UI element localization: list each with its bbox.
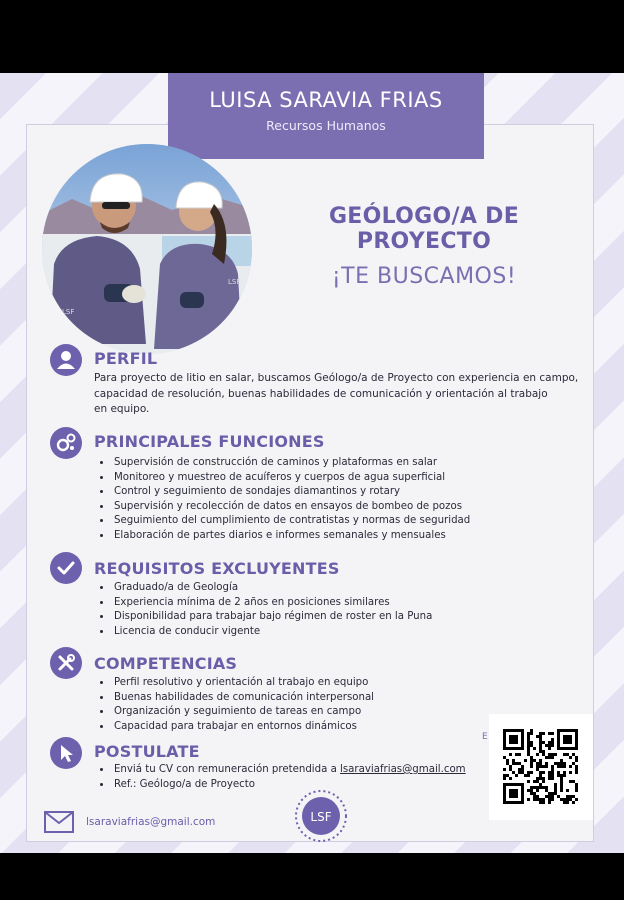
- requisitos-title: REQUISITOS EXCLUYENTES: [94, 559, 340, 578]
- list-item: • Experiencia mínima de 2 años en posiciones similares: [112, 596, 432, 611]
- list-item: • Graduado/a de Geología: [112, 581, 432, 596]
- competencias-title: COMPETENCIAS: [94, 654, 238, 673]
- perfil-line: Para proyecto de litio en salar, buscamos Geólogo/a de Proyecto con experiencia en campo,: [94, 372, 579, 384]
- postulate-instruction: Enviá tu CV con remuneración pretendida a: [114, 764, 341, 775]
- competencias-list: [98, 676, 374, 734]
- recruiter-header: [168, 73, 484, 159]
- list-item: • Licencia de conducir vigente: [112, 625, 432, 640]
- funciones-list: [98, 456, 470, 544]
- list-item: • Elaboración de partes diarios e informes semanales y mensuales: [112, 529, 470, 544]
- perfil-text: [94, 371, 578, 418]
- list-item: • Control y seguimiento de sondajes diamantinos y rotary: [112, 485, 470, 500]
- tools-icon: [50, 647, 82, 679]
- qr-code[interactable]: [489, 714, 593, 820]
- photo-badge-right: LSF: [228, 278, 241, 286]
- list-item: • Supervisión de construcción de caminos y plataformas en salar: [112, 456, 470, 471]
- perfil-title: PERFIL: [94, 349, 158, 368]
- postulate-list: [98, 763, 466, 792]
- list-item: • Buenas habilidades de comunicación interpersonal: [112, 691, 374, 706]
- list-item: • Disponibilidad para trabajar bajo régimen de roster en la Puna: [112, 610, 432, 625]
- photo-badge-left: LSF: [62, 308, 75, 316]
- list-item: • Supervisión y recolección de datos en ensayos de bombeo de pozos: [112, 500, 470, 515]
- list-item: • Capacidad para trabajar en entornos dinámicos: [112, 720, 374, 735]
- gears-icon: [50, 427, 82, 459]
- postulate-email-link[interactable]: lsaraviafrias@gmail.com: [340, 764, 466, 775]
- job-poster: [0, 73, 624, 853]
- qr-side-letter: E: [482, 732, 488, 742]
- job-title: GEÓLOGO/A DE PROYECTO: [328, 204, 520, 254]
- recruiter-name: LUISA SARAVIA FRIAS: [209, 88, 443, 112]
- list-item: • Monitoreo y muestreo de acuíferos y cuerpos de agua superficial: [112, 471, 470, 486]
- list-item: • Ref.: Geólogo/a de Proyecto: [112, 778, 466, 793]
- perfil-line: capacidad de resolución, buenas habilidades de comunicación y orientación al trabajo: [94, 387, 548, 400]
- logo-text: LSF: [310, 810, 332, 824]
- cursor-icon: [50, 737, 82, 769]
- list-item: [112, 763, 466, 778]
- user-icon: [50, 344, 82, 376]
- job-subtitle: ¡TE BUSCAMOS!: [331, 264, 517, 289]
- job-headline: [270, 204, 578, 289]
- geologists-photo: [42, 144, 252, 354]
- postulate-title: POSTULATE: [94, 742, 200, 761]
- envelope-icon: [44, 811, 74, 837]
- recruiter-role: Recursos Humanos: [266, 118, 386, 133]
- check-icon: [50, 552, 82, 584]
- lsf-logo: [294, 789, 348, 843]
- perfil-line: en equipo.: [94, 403, 150, 415]
- list-item: • Perfil resolutivo y orientación al trabajo en equipo: [112, 676, 374, 691]
- requisitos-list: [98, 581, 432, 639]
- list-item: • Organización y seguimiento de tareas en campo: [112, 705, 374, 720]
- funciones-title: PRINCIPALES FUNCIONES: [94, 432, 325, 451]
- list-item: • Seguimiento del cumplimiento de contratistas y normas de seguridad: [112, 514, 470, 529]
- footer-email[interactable]: lsaraviafrias@gmail.com: [86, 816, 216, 828]
